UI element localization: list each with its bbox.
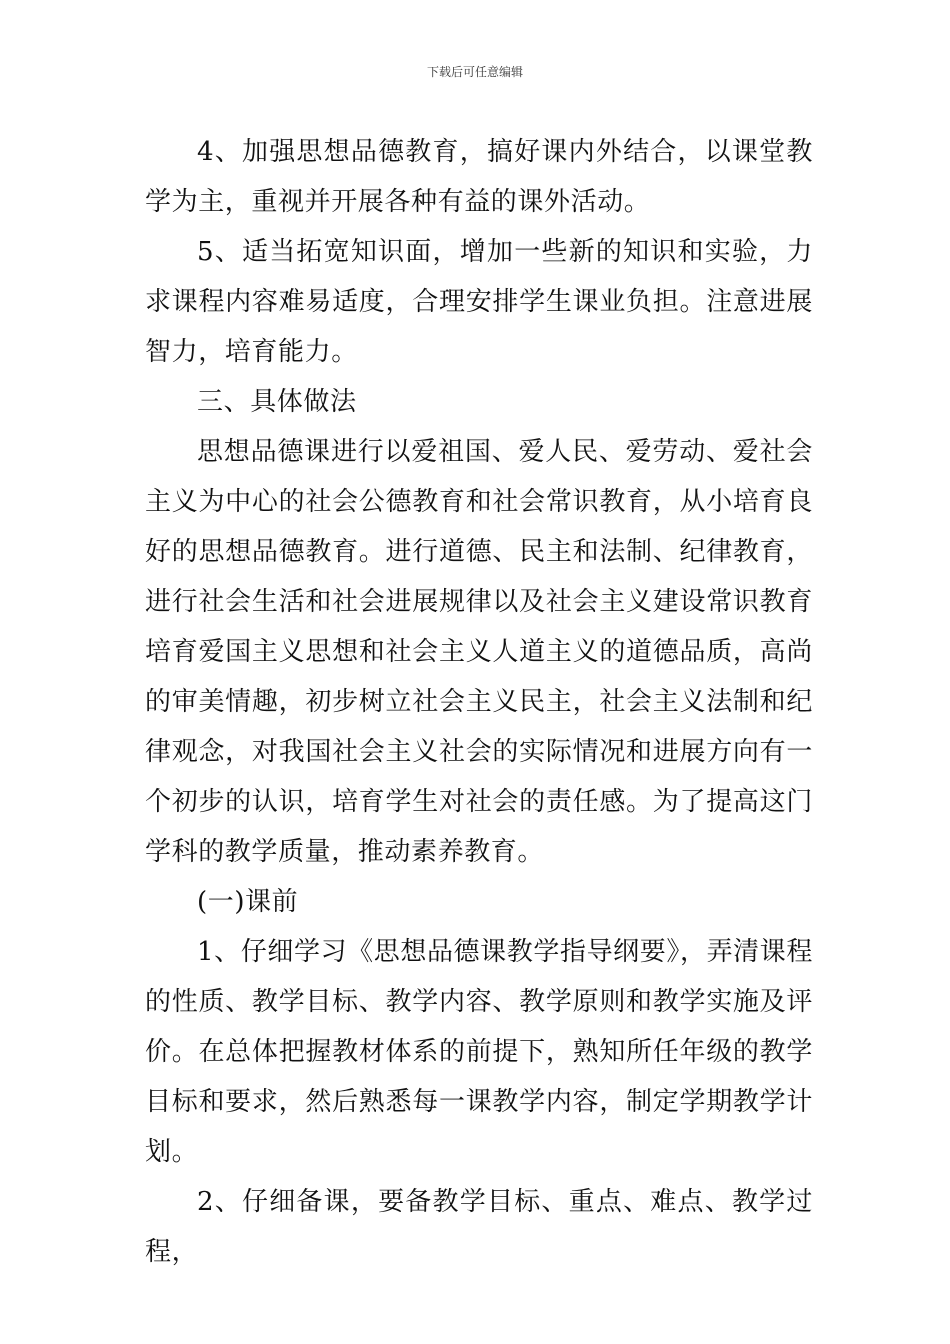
paragraph-point-4: 4、加强思想品德教育，搞好课内外结合，以课堂教学为主，重视并开展各种有益的课外活动。 — [145, 137, 813, 217]
subsection-heading-before-class: (一)课前 — [197, 887, 299, 917]
paragraph-methods-intro: 思想品德课进行以爱祖国、爱人民、爱劳动、爱社会主义为中心的社会公德教育和社会常识教育，从小培育良好的思想品德教育。进行道德、民主和法制、纪律教育，进行社会生活和社会进展规律以及社会主义建设常识教育培育爱国主义思想和社会主义人道主义的道德品质，高尚的审美情趣，初步树立社会主义民主，社会主义法制和纪律观念，对我国社会主义社会的实际情况和进展方向有一个初步的认识，培育学生对社会的责任感。为了提高这门学科的教学质量，推动素养教育。 — [145, 437, 813, 867]
document-body — [145, 127, 813, 1277]
paragraph-before-class-2: 2、仔细备课，要备教学目标、重点、难点、教学过程， — [145, 1187, 813, 1267]
paragraph-point-5: 5、适当拓宽知识面，增加一些新的知识和实验，力求课程内容难易适度，合理安排学生课业负担。注意进展智力，培育能力。 — [145, 237, 813, 367]
page-header: 下载后可任意编辑 — [426, 65, 523, 79]
section-heading-methods: 三、具体做法 — [197, 387, 357, 417]
paragraph-before-class-1: 1、仔细学习《思想品德课教学指导纲要》，弄清课程的性质、教学目标、教学内容、教学原则和教学实施及评价。在总体把握教材体系的前提下，熟知所任年级的教学目标和要求，然后熟悉每一课教学内容，制定学期教学计划。 — [145, 937, 813, 1167]
